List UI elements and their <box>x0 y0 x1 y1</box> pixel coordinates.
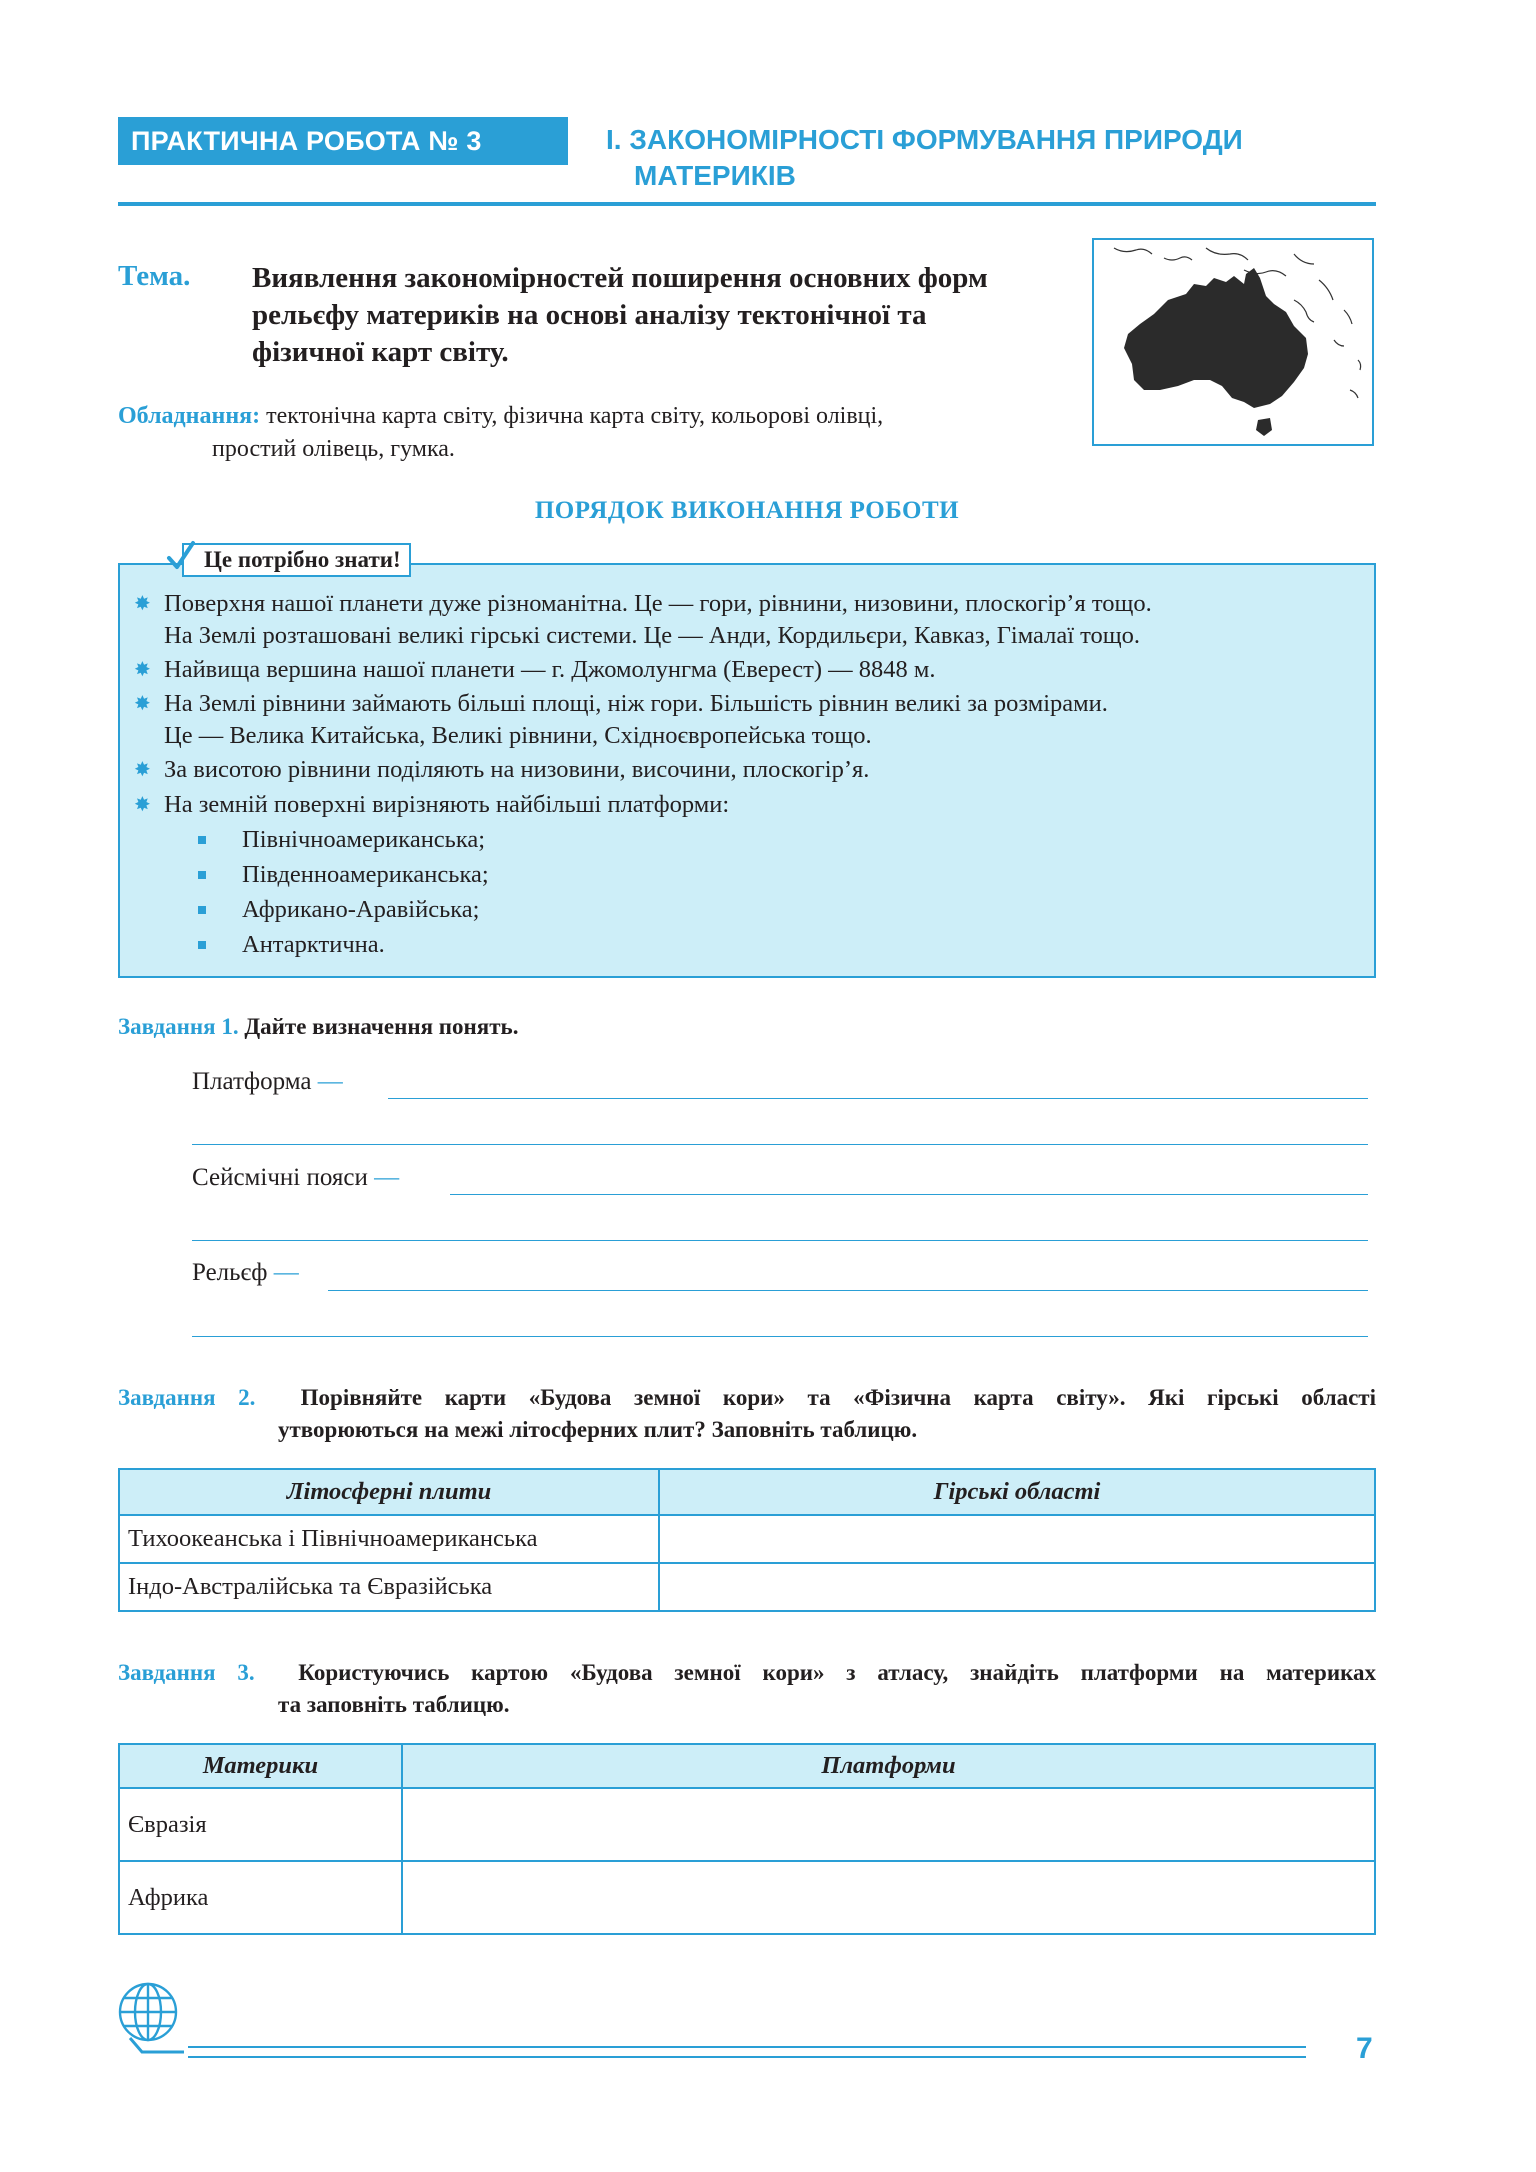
answer-line[interactable] <box>192 1144 1368 1145</box>
square-bullet-icon <box>198 906 206 914</box>
page-number: 7 <box>1356 2032 1373 2065</box>
task3-heading <box>118 1657 1376 1721</box>
answer-line[interactable] <box>450 1194 1368 1195</box>
task3-label: Завдання 3. <box>118 1660 255 1685</box>
task3-line1: Користуючись картою «Будова земної кори» з атласу, знайдіть платформи на материках <box>298 1660 1376 1685</box>
bullet-line: На Землі рівнини займають більші площі, ніж гори. Більшість рівнин великі за розмірами. <box>164 690 1108 717</box>
platform-item-text: Африкано-Аравійська; <box>242 896 480 923</box>
answer-line[interactable] <box>388 1098 1368 1099</box>
know-tag: Це потрібно знати! <box>182 543 411 577</box>
section-title-line1: І. ЗАКОНОМІРНОСТІ ФОРМУВАННЯ ПРИРОДИ <box>606 124 1243 155</box>
square-bullet-icon <box>198 941 206 949</box>
answer-line[interactable] <box>328 1290 1368 1291</box>
globe-icon <box>116 1980 186 2060</box>
equipment-label: Обладнання: <box>118 403 261 429</box>
table-header-row <box>119 1744 1375 1788</box>
table-header-cell: Гірські області <box>659 1469 1375 1515</box>
platform-item-text: Південноамериканська; <box>242 861 489 888</box>
table-row <box>119 1515 1375 1563</box>
task1-heading <box>118 1011 1376 1043</box>
term-seismic-belts <box>192 1164 399 1192</box>
answer-cell[interactable] <box>402 1788 1375 1861</box>
task1-text: Дайте визначення понять. <box>238 1014 519 1039</box>
header-divider <box>118 202 1376 206</box>
topic-line3: фізичної карт світу. <box>252 336 509 368</box>
task2-line1: Порівняйте карти «Будова земної кори» та «Фізична карта світу». Які гірські області <box>300 1385 1376 1410</box>
checkmark-icon <box>166 540 196 572</box>
task2-label: Завдання 2. <box>118 1385 256 1410</box>
term-label: Сейсмічні пояси <box>192 1164 368 1191</box>
equipment-line2: простий олівець, гумка. <box>212 436 455 462</box>
australia-map-icon <box>1092 238 1374 446</box>
task3-line2: та заповніть таблицю. <box>278 1692 510 1717</box>
term-dash: — <box>374 1164 400 1191</box>
platform-item-text: Північноамериканська; <box>242 826 486 853</box>
table-row <box>119 1861 1375 1934</box>
square-bullet-icon <box>198 871 206 879</box>
bullet-line: Поверхня нашої планети дуже різноманітна. Це — гори, рівнини, низовини, плоскогір’я тощо. <box>164 590 1152 617</box>
answer-line[interactable] <box>192 1240 1368 1241</box>
table-header-row <box>119 1469 1375 1515</box>
table-header-cell: Літосферні плити <box>119 1469 659 1515</box>
info-bullet <box>134 754 1364 786</box>
section-title <box>606 122 1386 194</box>
bullet-line: За висотою рівнини поділяють на низовини, височини, плоскогір’я. <box>164 756 870 783</box>
answer-cell[interactable] <box>659 1563 1375 1611</box>
info-bullet <box>134 789 1364 821</box>
bullet-line: Це — Велика Китайська, Великі рівнини, Східноєвропейська тощо. <box>164 722 872 749</box>
square-bullet-icon <box>198 836 206 844</box>
table-row <box>119 1563 1375 1611</box>
task2-line2: утворюються на межі літосферних плит? Заповніть таблицю. <box>278 1417 918 1442</box>
table-header-cell: Материки <box>119 1744 402 1788</box>
answer-line[interactable] <box>192 1336 1368 1337</box>
plates-table <box>118 1468 1376 1612</box>
info-bullet <box>134 588 1364 652</box>
answer-cell[interactable] <box>402 1861 1375 1934</box>
term-dash: — <box>317 1068 343 1095</box>
answer-cell[interactable] <box>659 1515 1375 1563</box>
bullet-star-icon: ✸ <box>134 794 151 816</box>
bullet-star-icon: ✸ <box>134 693 151 715</box>
bullet-star-icon: ✸ <box>134 659 151 681</box>
table-row <box>119 1788 1375 1861</box>
table-header-cell: Платформи <box>402 1744 1375 1788</box>
footer-divider <box>188 2056 1306 2058</box>
footer-divider <box>188 2046 1306 2048</box>
topic-line1: Виявлення закономірностей поширення основних форм <box>252 262 988 294</box>
term-relief <box>192 1259 299 1287</box>
bullet-star-icon: ✸ <box>134 593 151 615</box>
topic-label: Тема. <box>118 260 191 292</box>
equipment-line1: тектонічна карта світу, фізична карта світу, кольорові олівці, <box>260 403 884 429</box>
table-cell: Африка <box>119 1861 402 1934</box>
platform-item <box>198 859 489 891</box>
platform-item <box>198 824 485 856</box>
practical-work-badge: ПРАКТИЧНА РОБОТА № 3 <box>118 117 568 165</box>
table-cell: Індо-Австралійська та Євразійська <box>119 1563 659 1611</box>
topic-text <box>252 260 1072 371</box>
continents-table <box>118 1743 1376 1935</box>
bullet-star-icon: ✸ <box>134 759 151 781</box>
section-title-line2: МАТЕРИКІВ <box>634 160 796 191</box>
term-dash: — <box>273 1259 299 1286</box>
topic-line2: рельєфу материків на основі аналізу тектонічної та <box>252 299 927 331</box>
table-cell: Євразія <box>119 1788 402 1861</box>
info-bullet <box>134 688 1364 752</box>
platform-item <box>198 894 480 926</box>
info-bullet <box>134 654 1364 686</box>
equipment-text <box>118 400 1078 466</box>
bullet-line: На земній поверхні вирізняють найбільші платформи: <box>164 791 730 818</box>
task1-label: Завдання 1. <box>118 1014 239 1039</box>
order-heading: ПОРЯДОК ВИКОНАННЯ РОБОТИ <box>534 497 960 524</box>
table-cell: Тихоокеанська і Північноамериканська <box>119 1515 659 1563</box>
bullet-line: Найвища вершина нашої планети — г. Джомолунгма (Еверест) — 8848 м. <box>164 656 936 683</box>
term-platform <box>192 1068 343 1096</box>
term-label: Платформа <box>192 1068 312 1095</box>
term-label: Рельєф <box>192 1259 268 1286</box>
task2-heading <box>118 1382 1376 1446</box>
platform-item-text: Антарктична. <box>242 931 385 958</box>
bullet-line: На Землі розташовані великі гірські системи. Це — Анди, Кордильєри, Кавказ, Гімалаї тощо. <box>164 622 1141 649</box>
platform-item <box>198 929 385 961</box>
